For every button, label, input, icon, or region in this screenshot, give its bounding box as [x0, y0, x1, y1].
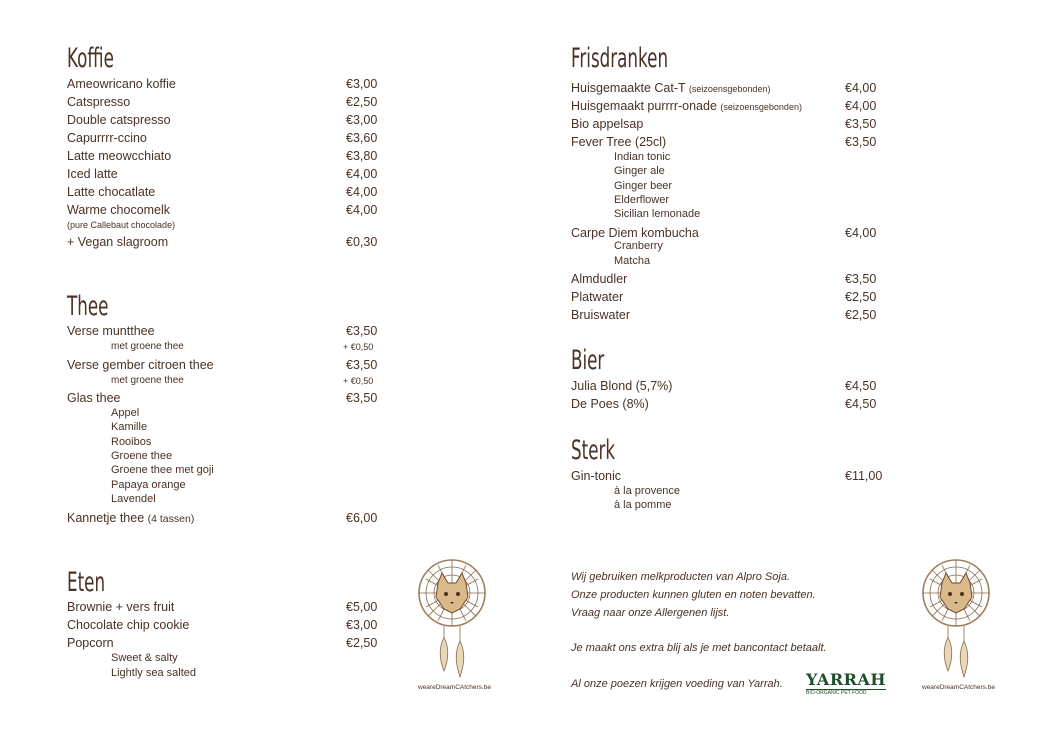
menu-item-name: Glas thee — [67, 391, 121, 405]
menu-item-name: Verse gember citroen thee — [67, 358, 214, 372]
menu-item-name: Latte meowcchiato — [67, 149, 172, 163]
menu-item-name: Almdudler — [571, 272, 628, 286]
menu-item-option: met groene thee — [111, 375, 184, 386]
menu-item-option: Groene thee met goji — [111, 464, 214, 476]
menu-item-price: €4,50 — [845, 397, 877, 411]
info-note: Onze producten kunnen gluten en noten bevatten. — [571, 589, 816, 601]
menu-item-option: Lightly sea salted — [111, 667, 196, 679]
menu-item-price: €3,00 — [346, 113, 378, 127]
menu-item-price: €2,50 — [845, 308, 877, 322]
menu-item-price: €5,00 — [346, 600, 378, 614]
menu-item-name: Gin-tonic — [571, 469, 622, 483]
menu-item-option: Indian tonic — [614, 151, 671, 163]
menu-item-note: (pure Callebaut chocolade) — [67, 220, 176, 230]
menu-item-option: Sicilian lemonade — [614, 208, 701, 220]
menu-item-name: Latte chocatlate — [67, 185, 156, 199]
menu-item-name: Carpe Diem kombucha — [571, 226, 699, 240]
menu-item-name: Huisgemaakte Cat-T — [571, 81, 686, 95]
menu-item-note: (4 tassen) — [147, 513, 195, 525]
menu-item-price: €4,00 — [346, 185, 378, 199]
menu-item-price: €3,50 — [346, 391, 378, 405]
menu-item-price: €4,00 — [845, 99, 877, 113]
menu-item-price: €2,50 — [346, 95, 378, 109]
menu-item-option: Papaya orange — [111, 479, 186, 491]
menu-item-option: met groene thee — [111, 341, 184, 352]
menu-item-option: Lavendel — [111, 493, 156, 505]
yarrah-tagline: BIO-ORGANIC PET FOOD — [806, 689, 886, 696]
menu-item-name: Iced latte — [67, 167, 118, 181]
info-note: Al onze poezen krijgen voeding van Yarrah. — [571, 678, 783, 690]
menu-item-price: €3,60 — [346, 131, 378, 145]
menu-item-option-price: + €0,50 — [343, 376, 374, 386]
menu-item-kannetje — [67, 510, 194, 527]
menu-item-name: Verse muntthee — [67, 324, 155, 338]
menu-item-name: Platwater — [571, 290, 624, 304]
menu-item-name: Chocolate chip cookie — [67, 618, 190, 632]
menu-item-price: €4,00 — [845, 81, 877, 95]
menu-item-price: €4,00 — [346, 167, 378, 181]
info-note: Je maakt ons extra blij als je met bancontact betaalt. — [571, 642, 827, 654]
menu-item-name: + Vegan slagroom — [67, 235, 169, 249]
menu-item-option-price: + €0,50 — [343, 342, 374, 352]
menu-item-option: Appel — [111, 407, 140, 419]
menu-item-option: Rooibos — [111, 436, 152, 448]
menu-item-name: Catspresso — [67, 95, 131, 109]
section-title-frisdranken: Frisdranken — [571, 43, 669, 74]
menu-item-option: Elderflower — [614, 194, 670, 206]
menu-item-name: Fever Tree (25cl) — [571, 135, 667, 149]
dreamcatcher-logo — [918, 557, 994, 683]
menu-item-price: €3,50 — [845, 272, 877, 286]
menu-item-name: Bruiswater — [571, 308, 631, 322]
menu-item-price: €4,50 — [845, 379, 877, 393]
menu-item-option: à la pomme — [614, 499, 672, 511]
menu-item-cat-t — [571, 80, 770, 97]
menu-item-option: Matcha — [614, 255, 651, 267]
section-title-bier: Bier — [571, 345, 605, 376]
website-label: weareDreamCAtchers.be — [418, 684, 491, 691]
section-title-eten: Eten — [67, 567, 106, 598]
yarrah-wordmark: YARRAH — [806, 670, 886, 689]
menu-item-price: €2,50 — [346, 636, 378, 650]
menu-item-name: Kannetje thee — [67, 511, 145, 525]
menu-item-option: à la provence — [614, 485, 681, 497]
menu-item-price: €4,00 — [346, 203, 378, 217]
menu-item-name: Huisgemaakt purrrr-onade — [571, 99, 717, 113]
menu-item-price: €3,50 — [845, 117, 877, 131]
menu-item-note: (seizoensgebonden) — [688, 84, 771, 94]
dreamcatcher-logo — [414, 557, 490, 683]
yarrah-logo — [806, 672, 886, 696]
menu-item-purrr — [571, 98, 802, 115]
menu-item-name: Popcorn — [67, 636, 114, 650]
menu-item-note: (seizoensgebonden) — [720, 102, 802, 112]
menu-item-price: €4,00 — [845, 226, 877, 240]
menu-item-name: Warme chocomelk — [67, 203, 171, 217]
menu-item-name: Julia Blond (5,7%) — [571, 379, 673, 393]
menu-item-price: €3,00 — [346, 618, 378, 632]
menu-item-option: Ginger ale — [614, 165, 665, 177]
menu-item-price: €3,50 — [346, 358, 378, 372]
menu-item-price: €2,50 — [845, 290, 877, 304]
website-label: weareDreamCAtchers.be — [922, 684, 995, 691]
section-title-sterk: Sterk — [571, 435, 616, 466]
section-title-thee: Thee — [67, 291, 109, 322]
menu-item-price: €6,00 — [346, 511, 378, 525]
menu-item-option: Sweet & salty — [111, 652, 178, 664]
section-title-koffie: Koffie — [67, 43, 114, 74]
menu-item-price: €3,00 — [346, 77, 378, 91]
menu-item-price: €3,50 — [845, 135, 877, 149]
menu-item-name: Capurrrr-ccino — [67, 131, 147, 145]
menu-item-option: Ginger beer — [614, 180, 673, 192]
info-note: Wij gebruiken melkproducten van Alpro Soja. — [571, 571, 790, 583]
menu-item-option: Kamille — [111, 421, 148, 433]
menu-item-name: Double catspresso — [67, 113, 171, 127]
menu-item-price: €3,50 — [346, 324, 378, 338]
menu-item-name: Ameowricano koffie — [67, 77, 176, 91]
menu-item-price: €11,00 — [845, 469, 883, 483]
menu-item-price: €0,30 — [346, 235, 378, 249]
info-note: Vraag naar onze Allergenen lijst. — [571, 607, 730, 619]
menu-item-option: Groene thee — [111, 450, 173, 462]
menu-item-name: De Poes (8%) — [571, 397, 649, 411]
menu-item-name: Brownie + vers fruit — [67, 600, 175, 614]
menu-item-name: Bio appelsap — [571, 117, 644, 131]
menu-item-option: Cranberry — [614, 240, 663, 252]
menu-item-price: €3,80 — [346, 149, 378, 163]
